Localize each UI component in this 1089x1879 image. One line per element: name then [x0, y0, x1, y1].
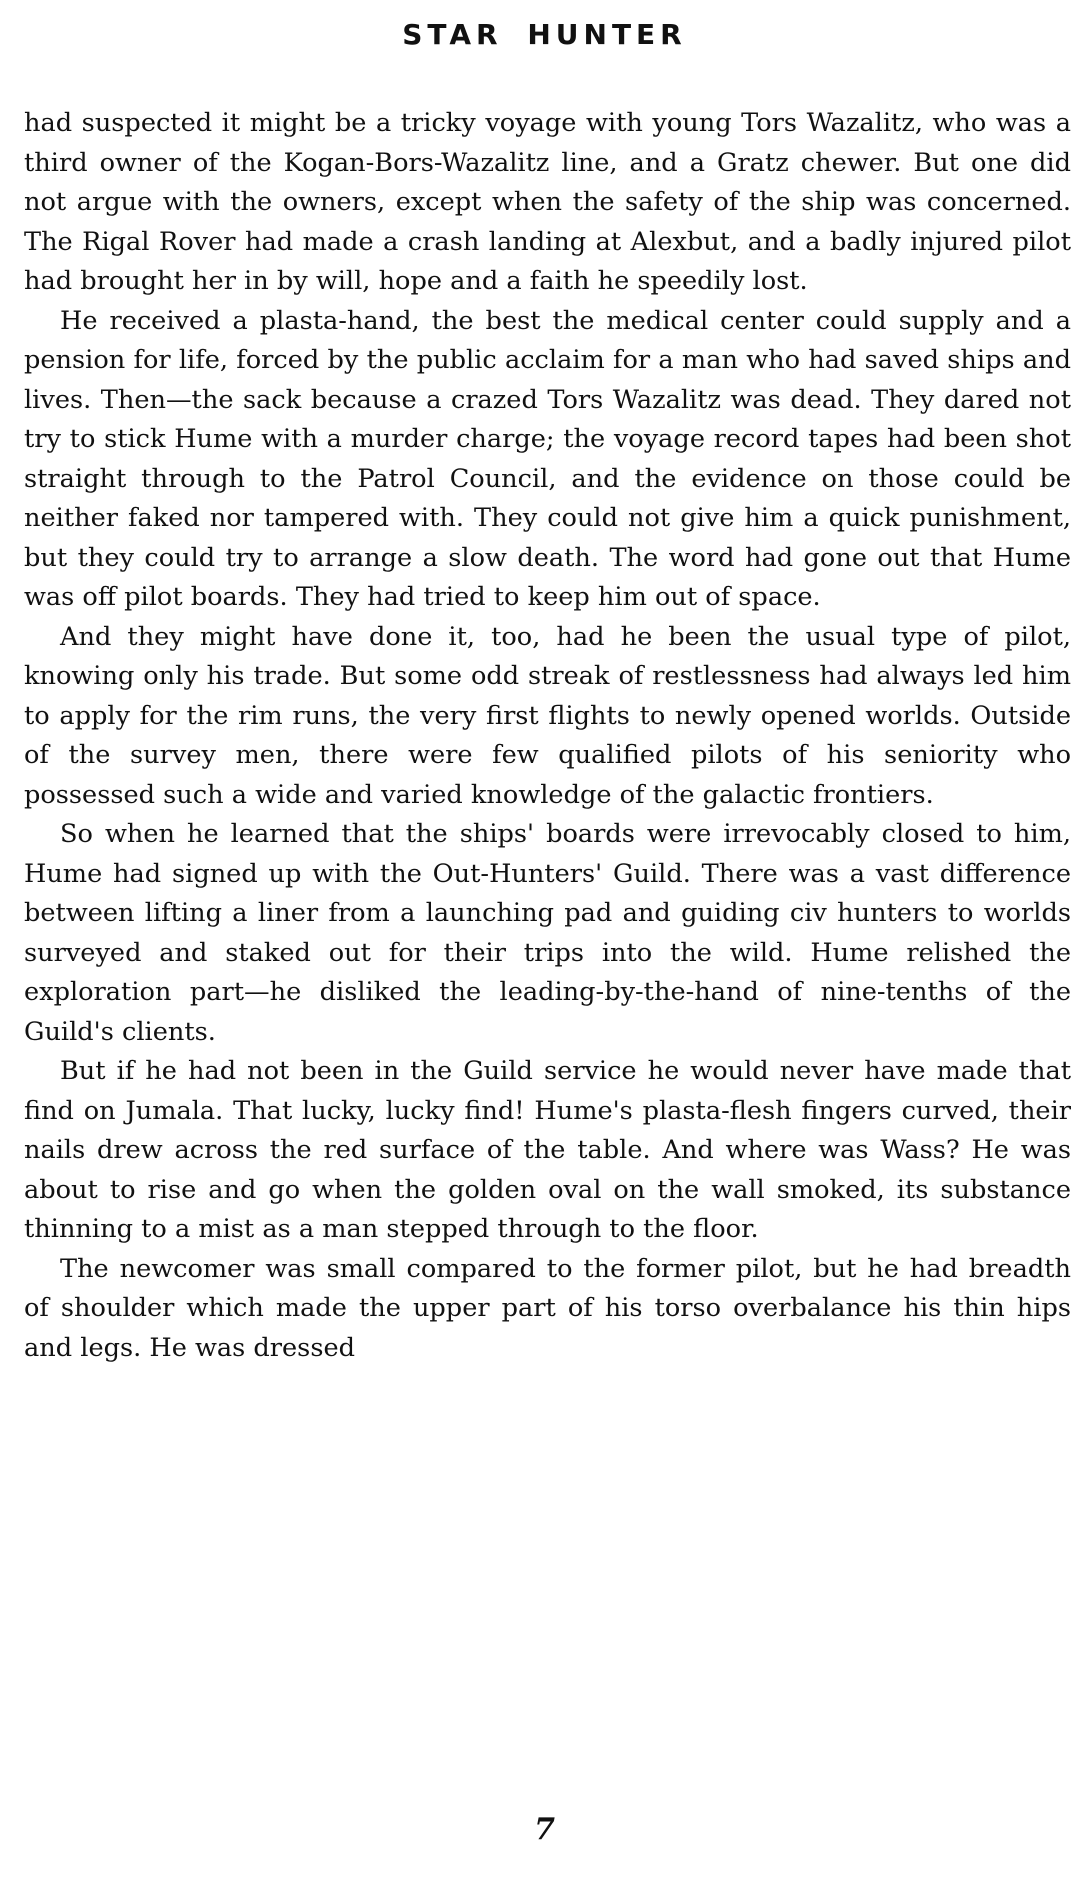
paragraph: The newcomer was small compared to the former pilot, but he had breadth of shoulder which made the upper part of his torso overbalance his thin hips and legs. He was dressed	[24, 1253, 1071, 1363]
paragraph: had suspected it might be a tricky voyage with young Tors Wazalitz, who was a third owner of the Kogan-Bors-Wazalitz line, and a Gratz chewer. But one did not argue with the owners, except when the safety of the ship was concerned. The Rigal Rover had made a crash landing at Alexbut, and a badly injured pilot had brought her in by will, hope and a faith he speedily lost.	[24, 108, 1071, 296]
paragraph: So when he learned that the ships' boards were irrevocably closed to him, Hume had signed up with the Out-Hunters' Guild. There was a vast difference between lifting a liner from a launching pad and guiding civ hunters to worlds surveyed and staked out for their trips into the wild. Hume relished the exploration part—he disliked the leading-by-the-hand of nine-tenths of the Guild's clients.	[24, 819, 1071, 1047]
running-title: STAR HUNTER	[402, 18, 687, 51]
page-number: 7	[534, 1812, 555, 1847]
paragraph: He received a plasta-hand, the best the medical center could supply and a pension for life, forced by the public acclaim for a man who had saved ships and lives. Then—the sack because a crazed Tors Wazalitz was dead. They dared not try to stick Hume with a murder charge; the voyage record tapes had been shot straight through to the Patrol Council, and the evidence on those could be neither faked nor tampered with. They could not give him a quick punishment, but they could try to arrange a slow death. The word had gone out that Hume was off pilot boards. They had tried to keep him out of space.	[24, 305, 1071, 612]
paragraph: And they might have done it, too, had he been the usual type of pilot, knowing only his trade. But some odd streak of restlessness had always led him to apply for the rim runs, the very first flights to newly opened worlds. Outside of the survey men, there were few qualified pilots of his seniority who possessed such a wide and varied knowledge of the galactic frontiers.	[24, 621, 1071, 810]
paragraph: But if he had not been in the Guild service he would never have made that find on Jumala. That lucky, lucky find! Hume's plasta-flesh fingers curved, their nails drew across the red surface of the table. And where was Wass? He was about to rise and go when the golden oval on the wall smoked, its substance thinning to a mist as a man stepped through to the floor.	[24, 1056, 1071, 1244]
body-text	[24, 104, 1071, 1368]
